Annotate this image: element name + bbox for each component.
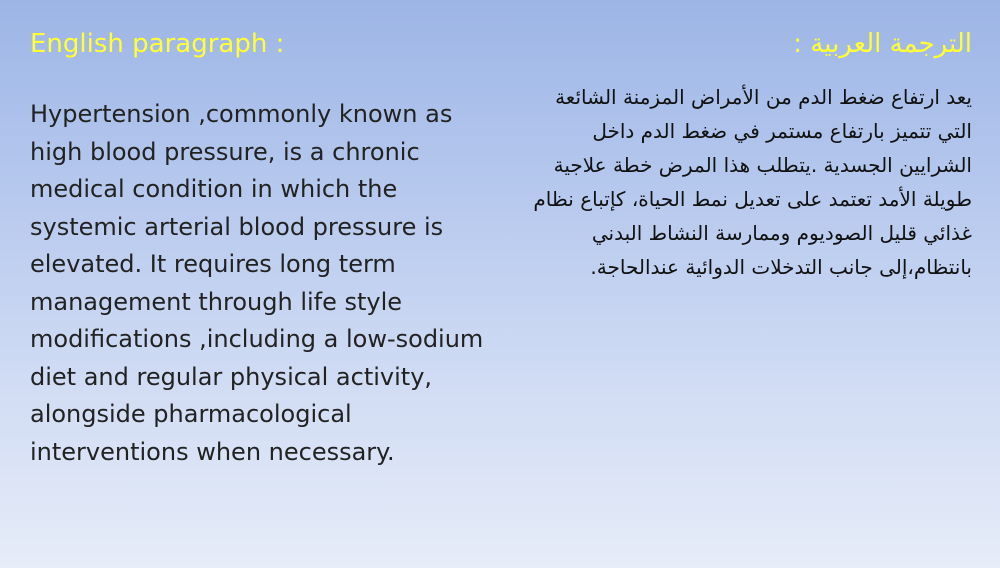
english-heading: English paragraph : xyxy=(30,29,285,59)
arabic-heading: الترجمة العربية : xyxy=(793,29,972,59)
arabic-paragraph: يعد ارتفاع ضغط الدم من الأمراض المزمنة الشائعة التي تتميز بارتفاع مستمر في ضغط الدم داخل الشرايين الجسدية .يتطلب هذا المرض خطة علاجية طويلة الأمد تعتمد على تعديل نمط الحياة، كإتباع نظام غذائي قليل الصوديوم وممارسة النشاط البدني بانتظام،إلى جانب التدخلات الدوائية عندالحاجة. xyxy=(533,85,972,279)
english-paragraph: Hypertension ,commonly known as high blood pressure, is a chronic medical condition in which the systemic arterial blood pressure is elevated. It requires long term management through life style modifications ,including a low-sodium diet and regular physical activity, alongside pharmacological interventions when necessary. xyxy=(30,100,484,466)
